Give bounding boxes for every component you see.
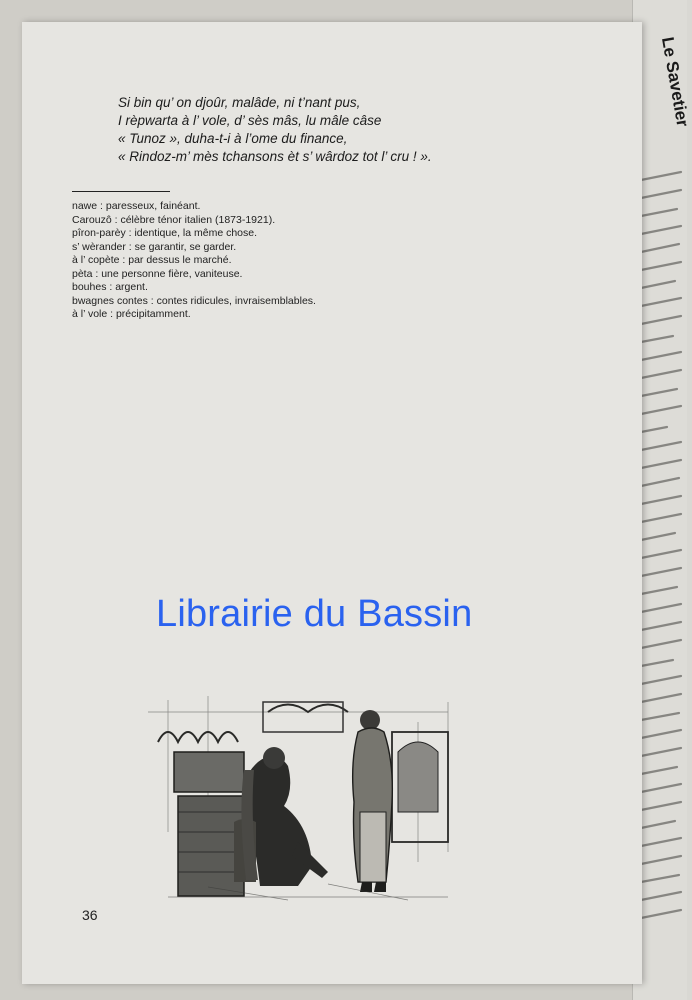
glossary-entry: à l’ vole : précipitamment. <box>72 308 191 320</box>
glossary-entry: Carouzô : célèbre ténor italien (1873-1921). <box>72 213 276 226</box>
poem-line: I rèpwarta à l’ vole, d’ sès mâs, lu mâle câse <box>118 113 382 128</box>
poem-line: Si bin qu’ on djoûr, malâde, ni t’nant pus, <box>118 95 361 110</box>
poem-line: « Tunoz », duha-t-i à l’ome du finance, <box>118 131 348 146</box>
engraving-illustration <box>148 692 472 904</box>
facing-page-title: Le Savetier <box>657 35 692 129</box>
facing-page-text-lines <box>637 170 685 970</box>
glossary-entry: pèta : une personne fière, vaniteuse. <box>72 267 243 280</box>
glossary-entry: à l’ copète : par dessus le marché. <box>72 254 232 266</box>
glossary-entry: s’ wèrander : se garantir, se garder. <box>72 240 237 253</box>
glossary-entry: nawe : paresseux, fainéant. <box>72 200 201 212</box>
glossary-notes <box>72 200 316 322</box>
footnote-rule <box>72 191 170 192</box>
glossary-entry: bwagnes contes : contes ridicules, invraisemblables. <box>72 294 316 307</box>
poem-line: « Rindoz-m’ mès tchansons èt s’ wârdoz tot l’ cru ! ». <box>118 149 432 164</box>
glossary-entry: pîron-parèy : identique, la même chose. <box>72 227 258 239</box>
page-number: 36 <box>82 907 98 923</box>
glossary-entry: bouhes : argent. <box>72 281 148 293</box>
poem-stanza <box>118 94 432 166</box>
watermark: Librairie du Bassin <box>156 593 473 635</box>
